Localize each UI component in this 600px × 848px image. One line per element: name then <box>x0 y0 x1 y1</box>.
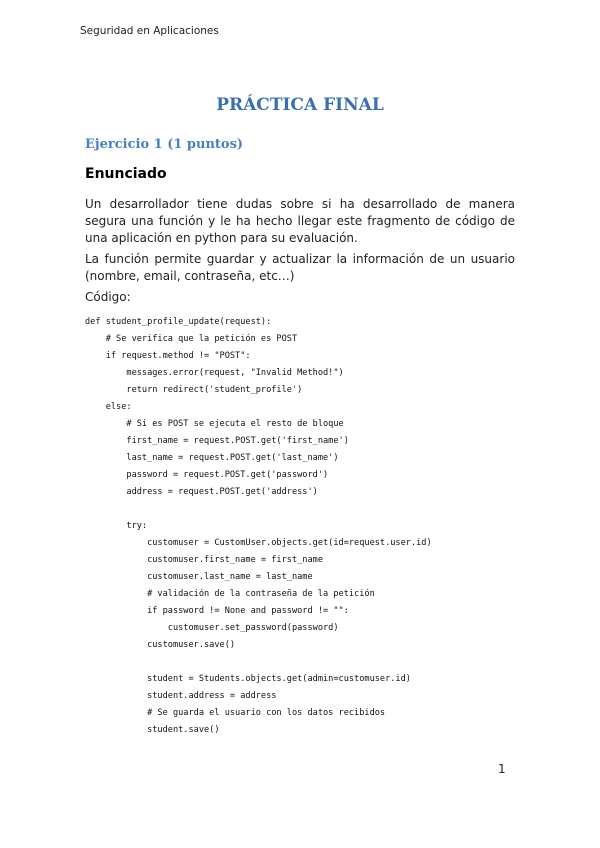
code-line: password = request.POST.get('password') <box>85 470 329 480</box>
code-line: customuser.set_password(password) <box>85 623 339 633</box>
statement-paragraph-2: La función permite guardar y actualizar la información de un usuario (nombre, email, contraseña, etc…) <box>85 252 515 283</box>
code-label: Código: <box>85 290 131 304</box>
code-line: customuser.save() <box>85 640 236 650</box>
code-line: last_name = request.POST.get('last_name') <box>85 453 339 463</box>
code-line: if password != None and password != "": <box>85 606 349 616</box>
code-line: customuser.first_name = first_name <box>85 555 323 565</box>
page-title: PRÁCTICA FINAL <box>216 95 384 115</box>
code-line: address = request.POST.get('address') <box>85 487 318 497</box>
code-line <box>85 501 432 518</box>
code-line: # Se verifica que la petición es POST <box>85 334 298 344</box>
code-line: try: <box>85 521 148 531</box>
code-line: if request.method != "POST": <box>85 351 251 361</box>
code-line: student = Students.objects.get(admin=customuser.id) <box>85 674 411 684</box>
code-line: def student_profile_update(request): <box>85 317 272 327</box>
page-header: Seguridad en Aplicaciones <box>80 25 219 37</box>
code-line: else: <box>85 402 132 412</box>
code-line: return redirect('student_profile') <box>85 385 303 395</box>
code-line: customuser.last_name = last_name <box>85 572 313 582</box>
code-line: # Se guarda el usuario con los datos recibidos <box>85 708 386 718</box>
page-number: 1 <box>498 762 506 776</box>
code-line: customuser = CustomUser.objects.get(id=request.user.id) <box>85 538 432 548</box>
code-line: first_name = request.POST.get('first_name') <box>85 436 349 446</box>
code-line: student.address = address <box>85 691 277 701</box>
code-block <box>85 314 432 739</box>
code-line: student.save() <box>85 725 220 735</box>
section-heading: Enunciado <box>85 166 167 182</box>
code-line: # Si es POST se ejecuta el resto de bloque <box>85 419 344 429</box>
code-line: # validación de la contraseña de la petición <box>85 589 375 599</box>
statement-paragraph-1: Un desarrollador tiene dudas sobre si ha desarrollado de manera segura una función y le ha hecho llegar este fragmento de código de una aplicación en python para su evaluación. <box>85 197 515 245</box>
code-line <box>85 654 432 671</box>
code-line: messages.error(request, "Invalid Method!") <box>85 368 344 378</box>
exercise-heading: Ejercicio 1 (1 puntos) <box>85 137 244 152</box>
